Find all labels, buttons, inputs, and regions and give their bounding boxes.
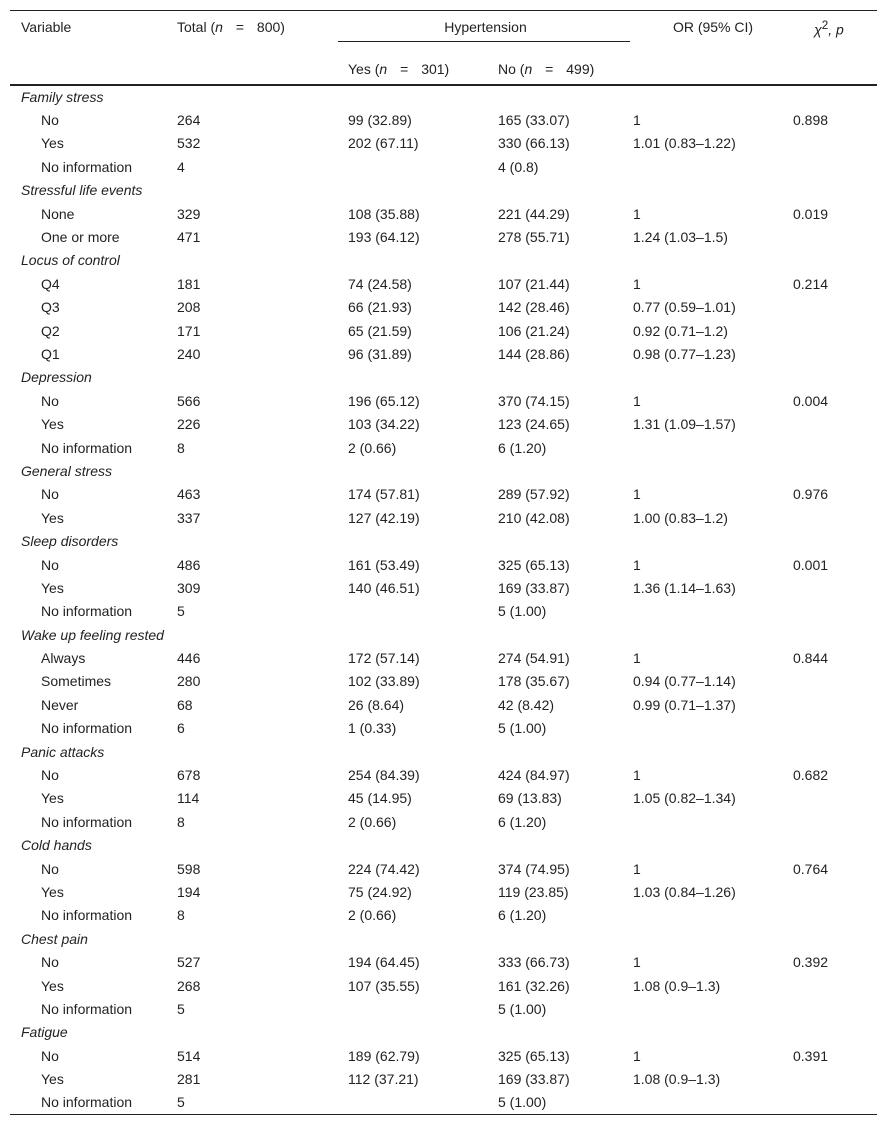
table-row [10,296,877,319]
cell-hypertension-yes: 2 (0.66) [348,439,397,456]
category-label: Fatigue [21,1024,68,1041]
cell-p-value: 0.019 [793,205,829,222]
header-yes-prefix: Yes ( [348,60,380,77]
cell-hypertension-yes: 174 (57.81) [348,486,420,503]
cell-p-value: 0.392 [793,954,829,971]
header-no-prefix: No ( [498,60,525,77]
header-blank-2 [177,53,338,85]
cell-total: 208 [177,299,201,316]
cell-total: 268 [177,977,201,994]
cell-hypertension-no: 107 (21.44) [498,275,570,292]
row-label: No [41,860,59,877]
cell-hypertension-no: 69 (13.83) [498,790,562,807]
category-label: Stressful life events [21,182,143,199]
cell-hypertension-no: 370 (74.15) [498,392,570,409]
row-label: Yes [41,579,64,596]
cell-hypertension-no: 142 (28.46) [498,299,570,316]
cell-hypertension-no: 5 (1.00) [498,1000,547,1017]
cell-p-value: 0.004 [793,392,829,409]
cell-odds-ratio [633,436,793,459]
hypertension-table [10,10,877,1115]
cell-total: 5 [177,603,185,620]
row-label: Sometimes [41,673,112,690]
cell-total: 532 [177,135,201,152]
cell-total: 566 [177,392,201,409]
table-row [10,436,877,459]
cell-odds-ratio: 1 [633,275,641,292]
cell-hypertension-no: 330 (66.13) [498,135,570,152]
cell-total: 5 [177,1000,185,1017]
header-yes-val: 301) [421,60,450,77]
row-label: Yes [41,509,64,526]
cell-total: 181 [177,275,201,292]
cell-hypertension-no: 5 (1.00) [498,720,547,737]
cell-p-value [793,787,877,810]
cell-odds-ratio: 1.00 (0.83–1.2) [633,509,728,526]
header-hypertension-label: Hypertension [444,19,527,35]
cell-total: 486 [177,556,201,573]
cell-hypertension-yes: 224 (74.42) [348,860,420,877]
cell-odds-ratio [633,904,793,927]
cell-hypertension-no: 119 (23.85) [498,883,569,900]
cell-hypertension-no: 374 (74.95) [498,860,570,877]
row-label: Q2 [41,322,60,339]
cell-p-value: 0.844 [793,650,829,667]
cell-odds-ratio: 0.94 (0.77–1.14) [633,673,736,690]
cell-hypertension-no: 333 (66.73) [498,954,570,971]
cell-total: 8 [177,907,185,924]
header-no [488,53,633,85]
cell-hypertension-yes: 66 (21.93) [348,299,412,316]
cell-p-value [793,342,877,365]
cell-total: 8 [177,813,185,830]
category-row [10,85,877,108]
cell-odds-ratio: 1 [633,392,641,409]
cell-hypertension-yes: 2 (0.66) [348,813,397,830]
cell-total: 309 [177,579,201,596]
row-label: One or more [41,229,120,246]
category-label: Chest pain [21,930,88,947]
table-container [10,10,877,1115]
cell-odds-ratio: 1 [633,112,641,129]
header-chi-symbol: χ [814,21,822,38]
header-total [177,11,338,54]
cell-odds-ratio: 1.08 (0.9–1.3) [633,1071,721,1088]
cell-hypertension-yes: 65 (21.59) [348,322,412,339]
cell-p-value [793,997,877,1020]
cell-p-value [793,810,877,833]
cell-odds-ratio: 1.24 (1.03–1.5) [633,229,728,246]
cell-hypertension-yes: 45 (14.95) [348,790,412,807]
table-row [10,1091,877,1114]
header-no-n: n [524,60,533,77]
cell-total: 463 [177,486,201,503]
header-blank-4 [793,53,877,85]
cell-odds-ratio: 0.77 (0.59–1.01) [633,299,736,316]
category-label: General stress [21,462,113,479]
row-label: Yes [41,416,64,433]
cell-p-value [793,576,877,599]
header-chi-sup: 2 [821,19,829,32]
cell-hypertension-no: 5 (1.00) [498,1094,547,1111]
cell-hypertension-yes: 172 (57.14) [348,650,420,667]
cell-hypertension-yes: 189 (62.79) [348,1047,420,1064]
row-label: Never [41,696,79,713]
cell-p-value: 0.391 [793,1047,829,1064]
cell-p-value [793,132,877,155]
cell-odds-ratio: 1 [633,860,641,877]
cell-hypertension-yes: 108 (35.88) [348,205,420,222]
row-label: No [41,1047,59,1064]
table-row [10,787,877,810]
header-yes-eq: = [400,60,409,77]
cell-p-value [793,436,877,459]
row-label: No information [41,907,133,924]
cell-p-value: 0.898 [793,112,829,129]
cell-odds-ratio: 1 [633,767,641,784]
cell-odds-ratio: 1.05 (0.82–1.34) [633,790,736,807]
header-no-val: 499) [566,60,595,77]
category-row [10,623,877,646]
category-row [10,366,877,389]
cell-hypertension-yes: 1 (0.33) [348,720,397,737]
table-row [10,225,877,248]
cell-total: 598 [177,860,201,877]
cell-hypertension-yes: 140 (46.51) [348,579,420,596]
cell-odds-ratio: 1 [633,650,641,667]
cell-total: 226 [177,416,201,433]
cell-p-value [793,1067,877,1090]
cell-hypertension-no: 4 (0.8) [498,158,539,175]
cell-hypertension-yes: 2 (0.66) [348,907,397,924]
cell-total: 280 [177,673,201,690]
cell-odds-ratio [633,717,793,740]
row-label: No information [41,158,133,175]
category-label: Depression [21,369,92,386]
cell-p-value: 0.001 [793,556,829,573]
row-label: Yes [41,1071,64,1088]
row-label: Yes [41,790,64,807]
cell-hypertension-yes: 112 (37.21) [348,1071,419,1088]
table-row [10,810,877,833]
header-no-eq: = [545,60,554,77]
cell-p-value [793,319,877,342]
cell-hypertension-no: 424 (84.97) [498,767,570,784]
cell-p-value [793,412,877,435]
table-header [10,11,877,86]
cell-total: 8 [177,439,185,456]
table-row [10,974,877,997]
table-row [10,553,877,576]
cell-hypertension-yes: 193 (64.12) [348,229,420,246]
cell-total: 6 [177,720,185,737]
category-row [10,529,877,552]
cell-hypertension-no: 169 (33.87) [498,1071,570,1088]
header-blank-1 [10,53,177,85]
row-label: Yes [41,977,64,994]
cell-hypertension-yes: 196 (65.12) [348,392,420,409]
cell-hypertension-no: 6 (1.20) [498,813,547,830]
cell-hypertension-no: 123 (24.65) [498,416,570,433]
cell-hypertension-no: 161 (32.26) [498,977,570,994]
table-row [10,646,877,669]
row-label: No information [41,720,133,737]
table-row [10,319,877,342]
cell-odds-ratio: 1.36 (1.14–1.63) [633,579,736,596]
table-row [10,202,877,225]
table-row [10,857,877,880]
cell-odds-ratio: 0.99 (0.71–1.37) [633,696,736,713]
cell-hypertension-no: 278 (55.71) [498,229,570,246]
cell-hypertension-yes [338,600,488,623]
cell-p-value [793,670,877,693]
cell-total: 68 [177,696,193,713]
category-row [10,834,877,857]
cell-total: 527 [177,954,201,971]
row-label: None [41,205,75,222]
cell-hypertension-yes: 127 (42.19) [348,509,420,526]
row-label: No information [41,1000,133,1017]
cell-hypertension-no: 42 (8.42) [498,696,555,713]
cell-hypertension-yes: 103 (34.22) [348,416,420,433]
row-label: Always [41,650,86,667]
cell-hypertension-no: 165 (33.07) [498,112,570,129]
cell-p-value [793,880,877,903]
table-row [10,132,877,155]
table-body [10,85,877,1114]
cell-odds-ratio [633,155,793,178]
cell-hypertension-no: 221 (44.29) [498,205,570,222]
cell-hypertension-yes [338,1091,488,1114]
cell-total: 678 [177,767,201,784]
cell-odds-ratio: 1.31 (1.09–1.57) [633,416,736,433]
row-label: Q4 [41,275,60,292]
cell-hypertension-yes: 202 (67.11) [348,135,419,152]
cell-hypertension-yes [338,997,488,1020]
row-label: No [41,556,59,573]
category-label: Family stress [21,89,104,106]
cell-p-value [793,296,877,319]
cell-hypertension-no: 5 (1.00) [498,603,547,620]
category-row [10,179,877,202]
category-row [10,927,877,950]
cell-hypertension-no: 178 (35.67) [498,673,570,690]
cell-hypertension-yes: 96 (31.89) [348,345,412,362]
header-chi-square [793,11,877,54]
category-row [10,459,877,482]
cell-odds-ratio [633,810,793,833]
table-row [10,997,877,1020]
cell-odds-ratio: 1 [633,1047,641,1064]
category-row [10,249,877,272]
cell-total: 114 [177,790,200,807]
cell-total: 281 [177,1071,201,1088]
cell-p-value [793,974,877,997]
header-or: OR (95% CI) [672,19,754,35]
table-row [10,342,877,365]
table-row [10,506,877,529]
cell-odds-ratio [633,600,793,623]
cell-hypertension-yes: 75 (24.92) [348,883,412,900]
header-total-prefix: Total ( [177,19,216,35]
row-label: No information [41,813,133,830]
header-yes-n: n [379,60,388,77]
category-label: Panic attacks [21,743,105,760]
header-chi-rest: , p [828,21,844,38]
category-label: Locus of control [21,252,120,269]
row-label: No information [41,439,133,456]
category-row [10,740,877,763]
cell-hypertension-no: 274 (54.91) [498,650,570,667]
header-hypertension [338,11,633,54]
category-label: Cold hands [21,837,92,854]
header-total-n: n [215,19,223,35]
table-row [10,693,877,716]
cell-odds-ratio: 1.01 (0.83–1.22) [633,135,736,152]
cell-odds-ratio [633,1091,793,1114]
cell-odds-ratio: 1 [633,205,641,222]
row-label: Q3 [41,299,60,316]
cell-total: 194 [177,883,201,900]
header-yes [338,53,488,85]
cell-odds-ratio [633,997,793,1020]
table-row [10,904,877,927]
cell-hypertension-yes [338,155,488,178]
cell-p-value: 0.214 [793,275,829,292]
cell-hypertension-no: 106 (21.24) [498,322,570,339]
table-row [10,1067,877,1090]
table-row [10,272,877,295]
row-label: Yes [41,135,64,152]
cell-hypertension-no: 6 (1.20) [498,439,547,456]
cell-hypertension-yes: 194 (64.45) [348,954,420,971]
header-total-eq: = [235,19,245,35]
row-label: No [41,392,59,409]
cell-hypertension-yes: 74 (24.58) [348,275,412,292]
cell-odds-ratio: 1 [633,954,641,971]
row-label: No [41,767,59,784]
table-row [10,600,877,623]
cell-p-value [793,693,877,716]
cell-hypertension-yes: 26 (8.64) [348,696,405,713]
cell-odds-ratio: 1 [633,486,641,503]
cell-total: 329 [177,205,201,222]
cell-p-value [793,155,877,178]
cell-odds-ratio: 1.08 (0.9–1.3) [633,977,721,994]
cell-hypertension-no: 6 (1.20) [498,907,547,924]
cell-p-value [793,225,877,248]
cell-total: 471 [177,229,201,246]
cell-hypertension-no: 325 (65.13) [498,556,570,573]
cell-odds-ratio: 0.92 (0.71–1.2) [633,322,728,339]
cell-hypertension-yes: 107 (35.55) [348,977,420,994]
cell-hypertension-no: 325 (65.13) [498,1047,570,1064]
cell-hypertension-yes: 161 (53.49) [348,556,420,573]
cell-p-value [793,904,877,927]
hypertension-divider [338,41,630,42]
category-row [10,1021,877,1044]
table-row [10,108,877,131]
cell-total: 171 [177,322,201,339]
cell-odds-ratio: 1 [633,556,641,573]
cell-p-value [793,717,877,740]
row-label: No [41,112,59,129]
table-row [10,483,877,506]
cell-total: 446 [177,650,201,667]
cell-total: 264 [177,112,201,129]
row-label: No [41,486,59,503]
row-label: No information [41,1094,133,1111]
row-label: Yes [41,883,64,900]
cell-total: 4 [177,158,185,175]
cell-hypertension-no: 169 (33.87) [498,579,570,596]
cell-p-value: 0.682 [793,767,829,784]
cell-hypertension-no: 144 (28.86) [498,345,570,362]
cell-hypertension-no: 210 (42.08) [498,509,570,526]
table-row [10,412,877,435]
cell-odds-ratio: 1.03 (0.84–1.26) [633,883,736,900]
cell-p-value: 0.976 [793,486,829,503]
table-row [10,763,877,786]
header-blank-3 [633,53,793,85]
header-total-val: 800) [256,19,285,35]
row-label: No information [41,603,133,620]
cell-total: 240 [177,345,201,362]
table-row [10,389,877,412]
cell-p-value [793,600,877,623]
cell-p-value [793,1091,877,1114]
cell-hypertension-yes: 99 (32.89) [348,112,412,129]
cell-p-value [793,506,877,529]
cell-odds-ratio: 0.98 (0.77–1.23) [633,345,736,362]
cell-total: 5 [177,1094,185,1111]
cell-p-value: 0.764 [793,860,829,877]
header-variable: Variable [21,19,72,35]
cell-hypertension-no: 289 (57.92) [498,486,570,503]
table-row [10,950,877,973]
category-label: Sleep disorders [21,533,119,550]
table-row [10,670,877,693]
row-label: Q1 [41,345,60,362]
category-label: Wake up feeling rested [21,626,164,643]
table-row [10,1044,877,1067]
cell-total: 337 [177,509,201,526]
cell-hypertension-yes: 254 (84.39) [348,767,420,784]
cell-total: 514 [177,1047,201,1064]
table-row [10,880,877,903]
cell-hypertension-yes: 102 (33.89) [348,673,420,690]
table-row [10,717,877,740]
table-row [10,155,877,178]
row-label: No [41,954,59,971]
table-row [10,576,877,599]
